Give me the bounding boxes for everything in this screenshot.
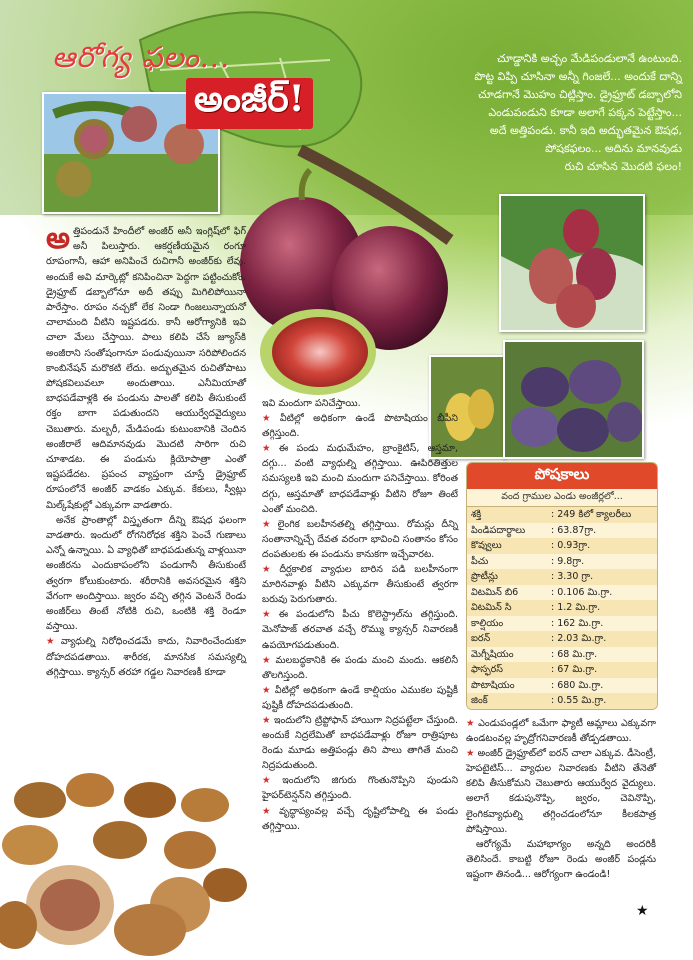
- nutrient-name: పిండిపదార్థాలు: [471, 524, 526, 536]
- nutrient-name: కొవ్వులు: [471, 540, 502, 551]
- nutrition-heading: పోషకాలు: [467, 463, 657, 489]
- nutrient-value: : 680 మి.గ్రా.: [551, 679, 604, 691]
- nutrient-name: మెగ్నీషియం: [471, 648, 514, 660]
- nutrition-row: [467, 538, 657, 554]
- nutrition-subheading: వంద గ్రాముల ఎండు అంజీర్లలో...: [467, 489, 657, 507]
- bullet-text: అంజీర్ డ్రైఫ్రూట్‌లో ఐరన్ చాలా ఎక్కువ. డీసెంట్రీ, హెపటైటిస్... వ్యాధుల నివారణకు వీటిని తేనెతో కలిపి తీసుకోమని చెబుతారు ఆయుర్వేద వైద్యులు. అలాగే కడుపునొప్పి, జ్వరం, చెవినొప్పి, లైంగికవ్యాధుల్ని తగ్గించడంలోనూ కీలకపాత్ర పోషిస్తాయి.: [466, 748, 656, 835]
- nutrient-value: : 63.87గ్రా.: [551, 524, 597, 536]
- nutrient-value: : 67 మి.గ్రా.: [551, 664, 598, 675]
- bullet-text: వీటిల్లో అధికంగా ఉండే కాల్షియం ఎముకల పుష్టికీ పుష్టికీ దోహదపడుతుంది.: [262, 684, 458, 711]
- star-bullet-icon: ★: [262, 518, 275, 530]
- nutrition-row: [467, 523, 657, 539]
- nutrition-row: [467, 631, 657, 647]
- star-bullet-icon: ★: [262, 609, 276, 621]
- star-bullet-icon: ★: [262, 805, 277, 817]
- star-bullet-icon: ★: [466, 718, 476, 729]
- nutrient-name: పొటాషియం: [471, 679, 515, 691]
- nutrient-value: : 9.8గ్రా.: [551, 555, 585, 567]
- nutrition-row: [467, 647, 657, 663]
- article-column-3: [466, 716, 656, 882]
- nutrition-row: [467, 600, 657, 616]
- intro-line: పొట్ట విప్పి చూసినా అన్నీ గింజలే... అందుకే దాన్ని: [474, 70, 682, 83]
- nutrient-value: : 162 మి.గ్రా.: [551, 617, 604, 629]
- nutrient-name: పీచు: [471, 555, 489, 567]
- star-bullet-icon: ★: [262, 413, 277, 425]
- nutrient-value: : 1.2 మి.గ్రా.: [551, 602, 601, 613]
- nutrient-name: శక్తి: [471, 509, 482, 520]
- star-bullet-icon: ★: [46, 636, 58, 648]
- nutrient-name: విటమిన్ సి: [471, 602, 512, 613]
- nutrient-name: విటమిన్ బి6: [471, 586, 519, 598]
- nutrient-name: ప్రొటీన్లు: [471, 571, 498, 582]
- photo-purple-figs-basket: [503, 340, 644, 459]
- bullet-item: [262, 411, 458, 441]
- bullet-text: దీర్ఘకాలిక వ్యాధుల బారిన పడి బలహీనంగా మారినవాళ్లు వీటిని ఎక్కువగా తీసుకుంటే త్వరగా బరువు పెరుగుతారు.: [262, 564, 458, 606]
- nutrition-row: [467, 507, 657, 523]
- bullet-text: ఎండుపండ్లలో ఒమేగా ఫ్యాటీ ఆమ్లాలు ఎక్కువగా ఉండటంవల్ల హృద్రోగనివారణకీ తోడ్పడతాయి.: [466, 718, 656, 745]
- bullet-text: ఇందులోని ట్రిప్టోఫాన్ హాయిగా నిద్రపట్టేలా చేస్తుంది. అందుకే నిద్రలేమితో బాధపడేవాళ్లు రోజూ రాత్రిపూట రెండు మూడు అత్తిపండ్లు తిని పాలు తాగితే మంచి నిద్రపడుతుంది.: [262, 714, 458, 772]
- star-bullet-icon: ★: [262, 654, 273, 666]
- nutrient-value: : 2.03 మి.గ్రా.: [551, 633, 607, 644]
- drop-cap: అ: [46, 221, 70, 256]
- nutrition-row: [467, 585, 657, 601]
- nutrient-value: : 68 మి.గ్రా.: [551, 648, 598, 660]
- bullet-item: [262, 653, 458, 683]
- intro-line: పోషకఫలం... అదిను మానవుడు: [545, 142, 682, 155]
- closing-text: ఆరోగ్యమే మహాభాగ్యం అన్నది అందరికీ తెలిసిందే. కాబట్టి రోజూ రెండు అంజీర్ పండ్లను ఇష్టంగా తినండి... ఆరోగ్యంగా ఉండండి!: [466, 838, 656, 880]
- intro-line: రుచి చూసిన మొదటి ఫలం!: [564, 160, 682, 173]
- bullet-item: [262, 441, 458, 516]
- bullet-item: [262, 773, 458, 803]
- nutrient-name: జింక్: [471, 695, 488, 706]
- nutrient-name: ఫాస్ఫరస్: [471, 664, 503, 675]
- nutrition-row: [467, 554, 657, 570]
- paragraph: [46, 634, 246, 680]
- nutrient-value: : 249 కిలో క్యాలరీలు: [551, 509, 632, 520]
- bullet-item: [262, 683, 458, 713]
- paragraph: [46, 513, 246, 635]
- nutrient-value: : 0.106 మి.గ్రా.: [551, 586, 613, 598]
- bullet-item: [262, 713, 458, 773]
- star-bullet-icon: ★: [262, 684, 272, 696]
- photo-figs-hanging: [499, 194, 645, 332]
- title-line1: ఆరోగ్య ఫలం...: [52, 40, 231, 74]
- nutrient-name: ఐరన్: [471, 633, 491, 644]
- nutrition-row: [467, 693, 657, 709]
- intro-paragraph: [402, 50, 682, 176]
- intro-line: ఎండుపండుని కూడా అలాగే పక్కన పెట్టేస్తాం...: [488, 106, 682, 119]
- bullet-text: వీటిల్లో అధికంగా ఉండే పొటాషియం బీపీని తగ్గిస్తుంది.: [262, 413, 458, 440]
- bullet-text: లైంగిక బలహీనతల్ని తగ్గిస్తాయి. రోమన్లు దీన్ని సంతానాన్నిచ్చే దేవత వరంగా భావించి సంతానం కోసం దంపతులకు ఈ పండును కానుకగా ఇచ్చేవారట.: [262, 518, 458, 560]
- nutrition-row: [467, 662, 657, 678]
- nutrition-row: [467, 616, 657, 632]
- bullet-text: ఈ పండులోని పీచు కొలెస్ట్రాల్‌ను తగ్గిస్తుంది. మెనోపాజ్ తరవాత వచ్చే రొమ్ము క్యాన్సర్ నివారణకీ ఉపయోగపడుతుంది.: [262, 609, 458, 651]
- intro-line: చూడగానే మొహం చిట్లిస్తాం. డ్రైఫ్రూట్ డబ్బాలోని: [478, 88, 682, 101]
- intro-line: చూడ్డానికి అచ్చం మేడిపండులానే ఉంటుంది.: [497, 52, 682, 65]
- star-bullet-icon: ★: [262, 443, 276, 455]
- nutrition-row: [467, 678, 657, 694]
- star-bullet-icon: ★: [262, 564, 277, 576]
- closing-paragraph: [466, 837, 656, 882]
- nutrition-table: [466, 462, 658, 710]
- bullet-item: [262, 607, 458, 652]
- nutrient-name: కాల్షియం: [471, 617, 504, 629]
- bullet-item: [466, 746, 656, 837]
- nutrient-value: : 0.93గ్రా.: [551, 540, 591, 551]
- title-line2: అంజీర్!: [186, 78, 313, 129]
- paragraph-text: త్తిపండునే హిందీలో అంజీర్ అనీ ఇంగ్లిష్‌లో ఫిగ్ అనీ పిలుస్తారు. ఆకర్షణీయమైన రంగూ రూపంగానీ, ఆహా అనిపించే రుచిగానీ అంజీర్‌కు లేవు. అందుకే అవి మార్కెట్లో కనిపించినా పెద్దగా పట్టించుకోం. డ్రైఫ్రూట్ డబ్బాలోనూ అదీ తప్పు మిగిలిపోయినా పారేస్తాం. రూపం నచ్చకో లేక నిండా గింజలున్నాయనో చాలామంది వీటిని ఇష్టపడరు. కానీ ఆరోగ్యానికి ఇవి చాలా మేలు చేస్తాయి. పాలు కలిపి చేసే జ్యూస్‌కి అంజీరాని సంతోషంగానూ పండువుయినా సరిపోలిందన కాంబినేషన్ మరొకటి లేదు. అద్భుతమైన రుచితోపాటు పోషకవిలువలూ అందుతాయి. ఎనీమియాతో బాధపడేవాళ్లకి ఈ పండును పాలతో కలిపి తీసుకుంటే రక్తం బాగా పడుతుందని ఆయుర్వేదవైద్యులు చెబుతారు. మల్బరీ, మేడిపండు కుటుంబానికి చెందిన అంజీరాలే ఆదిమానవుడు మొదటి సారిగా రుచి చూశాడట. ఈ పండును క్లియోపాత్రా ఎంతో ఇష్టపడేదట. ప్రపంచ వ్యాప్తంగా చూస్తే డ్రైఫ్రూట్ రూపంలోనే అంజీర్ వాడకం ఎక్కువ. కేకులు, స్వీట్లు మిల్క్‌షేకుల్లో ఎక్కువగా వాడతారు.: [46, 226, 246, 511]
- nutrition-row: [467, 569, 657, 585]
- star-bullet-icon: ★: [262, 775, 280, 787]
- paragraph-text: అనేక ప్రాంతాల్లో విస్తృతంగా దీన్ని ఔషధ ఫలంగా వాడతారు. ఇందులో రోగనిరోధక శక్తిని పెంచే గుణాలు ఎన్నో ఉన్నాయి. ఏ వ్యాధితో బాధపడుతున్న వాళ్లయినా అంజీరను ఎందుకాపంలోని పండుగానీ తీసుకుంటే త్వరగా కోలుకుంటారు. శరీరానికి అవసరమైన శక్తిని వేగంగా అందిస్తాయి. జ్వరం వచ్చి తగ్గిన వెంటనే రెండు అంజీర్‌లు తింటే నోటికి రుచి, ఒంటికి శక్తి రెండూ వస్తాయి.: [46, 514, 246, 633]
- nutrient-value: : 0.55 మి.గ్రా.: [551, 695, 607, 706]
- article-column-1: [46, 221, 246, 680]
- bullet-item: [262, 804, 458, 834]
- paragraph-text: వ్యాధుల్ని నిరోధించడమే కాదు, నివారించేందుకూ దోహదపడతాయి. శారీరక, మానసిక సమస్యల్ని తగ్గిస్తాయి. క్యాన్సర్ తరహా గడ్డల నివారణకీ కూడా: [46, 636, 246, 678]
- dried-figs-graphic: [0, 773, 247, 956]
- nutrient-value: : 3.30 గ్రా.: [551, 571, 594, 582]
- bullet-item: [466, 716, 656, 746]
- star-bullet-icon: ★: [262, 714, 271, 726]
- intro-line: అదే అత్తిపండు. కానీ ఇది అద్భుతమైన ఔషధ,: [489, 124, 682, 137]
- bullet-item: [262, 562, 458, 607]
- end-marker-icon: ★: [636, 903, 649, 919]
- nutrition-rows: [467, 507, 657, 709]
- bullet-text: వృద్ధాప్యంవల్ల వచ్చే దృష్టిలోపాల్ని ఈ పండు తగ్గిస్తాయి.: [262, 805, 458, 832]
- bullet-text: ఇందులోని జిగురు గొంతునొప్పిని పుండుని హైపర్‌టెన్షన్‌ని తగ్గిస్తుంది.: [262, 775, 458, 802]
- bullet-item: [262, 517, 458, 562]
- bullet-text: ఈ పండు మధుమేహం, బ్రాంకైటిస్, ఆస్తమా, దగ్గు... వంటి వ్యాధుల్ని తగ్గిస్తాయి. ఊపిరితిత్తుల సమస్యలకి ఇవి మంచి మందుగా పనిచేస్తాయి. కోరింత దగ్గు, ఆస్తమాతో బాధపడేవాళ్లు వీటిని రోజూ తింటే ఎంతో మంచిది.: [262, 443, 458, 515]
- article-column-2: [262, 396, 458, 834]
- star-bullet-icon: ★: [466, 748, 475, 760]
- paragraph: ఇవి మందుగా పనిచేస్తాయి.: [262, 398, 361, 409]
- bullet-text: మలబద్ధకానికి ఈ పండు మంచి మందు. ఆకలినీ తొలగిస్తుంది.: [262, 654, 458, 681]
- paragraph: [46, 221, 246, 513]
